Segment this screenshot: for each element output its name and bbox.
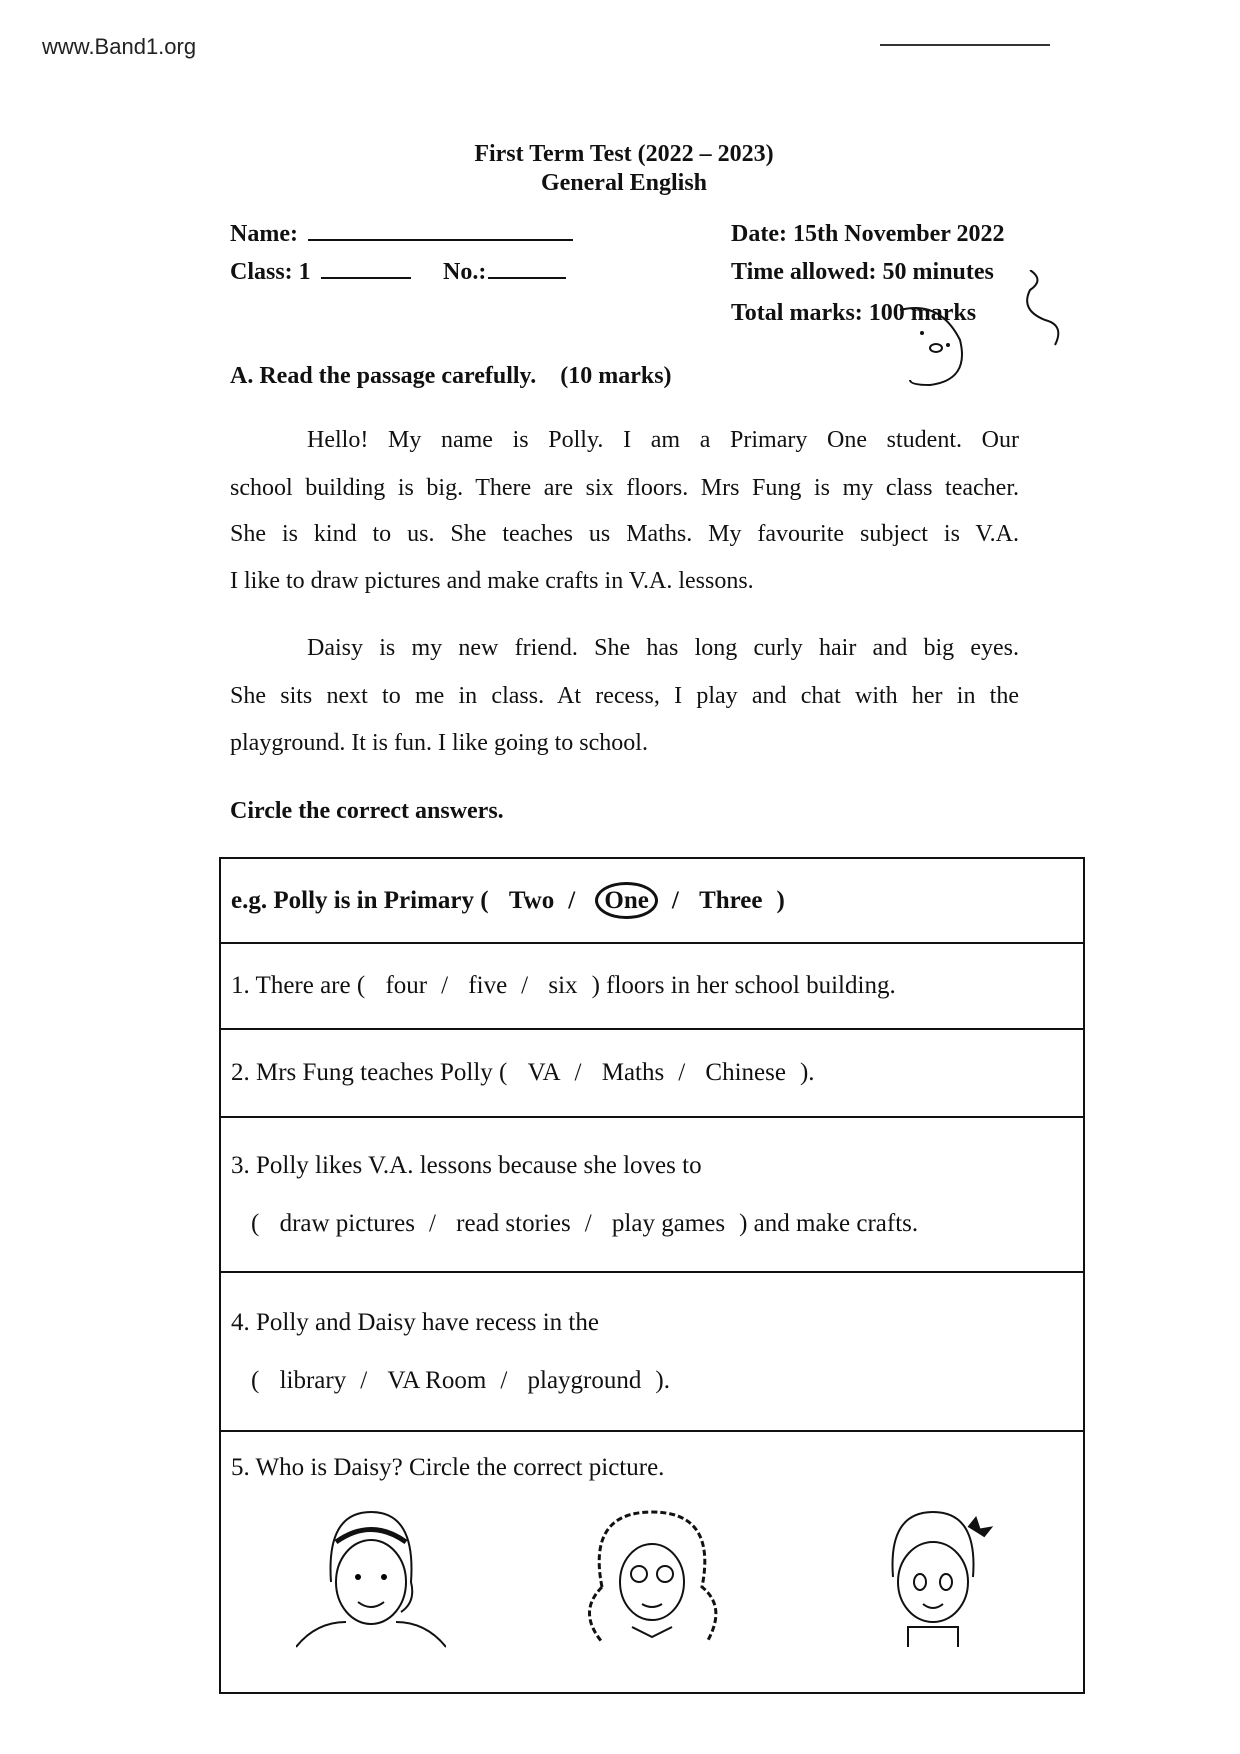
option[interactable]: five [468, 972, 508, 999]
class-label: Class: 1 [230, 259, 311, 285]
number-field[interactable] [443, 259, 566, 286]
option[interactable]: Three [699, 886, 763, 914]
instruction: Circle the correct answers. [230, 798, 504, 824]
girl-picture-curly-hair[interactable] [577, 1502, 727, 1652]
class-field[interactable] [230, 259, 411, 286]
section-a-marks: (10 marks) [560, 363, 672, 389]
question-row-1: 1. There are ( four / five / six ) floors in her school building. [220, 943, 1084, 1029]
question-row-example: e.g. Polly is in Primary ( Two / One / Three ) [220, 858, 1084, 943]
option[interactable]: Maths [601, 1059, 665, 1086]
passage-line: She sits next to me in class. At recess, I play and chat with her in the [230, 683, 1019, 709]
passage-line: Daisy is my new friend. She has long curly hair and big eyes. [307, 635, 1019, 661]
option[interactable]: library [279, 1366, 347, 1394]
questions-table [219, 857, 1085, 1694]
passage-line: playground. It is fun. I like going to school. [230, 730, 648, 756]
passage-line: school building is big. There are six floors. Mrs Fung is my class teacher. [230, 475, 1019, 501]
option[interactable]: VA [527, 1059, 561, 1086]
option[interactable]: VA Room [387, 1366, 487, 1394]
option[interactable]: four [385, 972, 428, 999]
option[interactable]: play games [611, 1209, 726, 1237]
name-label: Name: [230, 221, 298, 247]
option[interactable]: playground [527, 1366, 642, 1394]
subject-title: General English [540, 170, 708, 196]
scribble-line [880, 44, 1050, 46]
question-row-4: 4. Polly and Daisy have recess in the ( library / VA Room / playground ). [220, 1272, 1084, 1431]
watermark: www.Band1.org [42, 34, 197, 59]
option[interactable]: Chinese [705, 1059, 786, 1086]
total-marks-text: Total marks: 100 marks [731, 300, 977, 326]
test-title: First Term Test (2022 – 2023) [474, 141, 774, 167]
name-field[interactable] [230, 221, 573, 248]
date-text: Date: 15th November 2022 [731, 221, 1005, 247]
doodle-drawing [870, 270, 1090, 420]
passage-line: I like to draw pictures and make crafts in V.A. lessons. [230, 568, 754, 594]
question-row-5: 5. Who is Daisy? Circle the correct picture. [220, 1431, 1084, 1693]
passage-line: Hello! My name is Polly. I am a Primary One student. Our [307, 427, 1019, 453]
question-row-2: 2. Mrs Fung teaches Polly ( VA / Maths / Chinese ). [220, 1029, 1084, 1117]
option[interactable]: read stories [456, 1209, 571, 1237]
section-a-heading: A. Read the passage carefully. (10 marks) [230, 363, 672, 389]
question-row-3: 3. Polly likes V.A. lessons because she loves to ( draw pictures / read stories / play games ) and make crafts. [220, 1117, 1084, 1272]
girl-picture-headband[interactable] [296, 1502, 446, 1652]
option-circled[interactable]: One [595, 882, 657, 919]
option[interactable]: Two [508, 886, 555, 914]
passage-line: She is kind to us. She teaches us Maths. My favourite subject is V.A. [230, 521, 1019, 547]
time-allowed-text: Time allowed: 50 minutes [731, 259, 994, 285]
number-label: No.: [443, 259, 487, 285]
option[interactable]: draw pictures [279, 1209, 415, 1237]
girl-picture-short-hair[interactable] [858, 1502, 1008, 1652]
option[interactable]: six [548, 972, 578, 999]
